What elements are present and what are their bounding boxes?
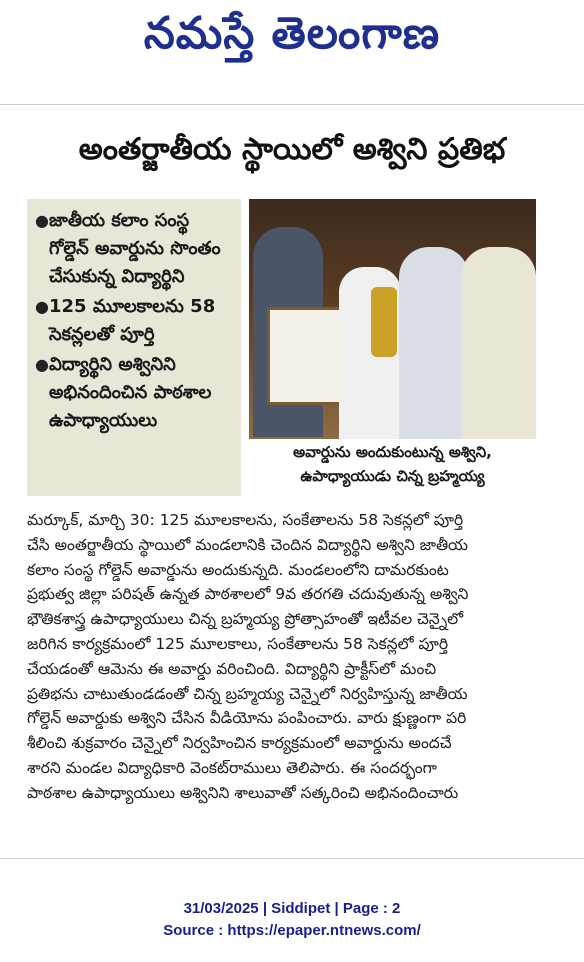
body-line: ప్రభుత్వ జిల్లా పరిషత్ ఉన్నత పాఠశాలలో 9వ తరగతి చదువుతున్న అశ్విని: [27, 585, 469, 604]
body-line: శీలించి శుక్రవారం చెన్నైలో నిర్వహించిన కార్యక్రమంలో అవార్డును అందచే: [27, 734, 452, 753]
highlight-text: విద్యార్థిని అశ్వినిని అభినందించిన పాఠశాల ఉపాధ్యాయులు: [49, 354, 212, 431]
source-link[interactable]: Source : https://epaper.ntnews.com/: [163, 922, 421, 939]
article-body: [27, 508, 539, 806]
article-headline-box: [0, 118, 584, 188]
body-line: ప్రతిభను చాటుతుండడంతో చిన్న బ్రహ్మయ్య చెన్నైలో నిర్వహిస్తున్న జాతీయ: [27, 684, 468, 703]
body-line: భౌతికశాస్త్ర ఉపాధ్యాయులు చిన్న బ్రహ్మయ్య ప్రోత్సాహంతో ఇటీవల చెన్నైలో: [27, 610, 464, 629]
body-line: కలాం సంస్థ గోల్డెన్ అవార్డును అందుకున్నది. మండలంలోని దామరకుంట: [27, 560, 449, 579]
bullet-icon: ●: [35, 211, 49, 230]
page-footer: [0, 898, 584, 942]
highlight-item: [35, 351, 233, 435]
highlight-text: జాతీయ కలాం సంస్థ గోల్డెన్ అవార్డును సొంతం చేసుకున్న విద్యార్థిని: [49, 210, 221, 287]
body-line: పాఠశాల ఉపాధ్యాయులు అశ్వినిని శాలువాతో సత్కరించి అభినందించారు: [27, 783, 459, 802]
highlight-text: 125 మూలకాలను 58 సెకన్లలతో పూర్తి: [49, 296, 216, 345]
edition-info: 31/03/2025 | Siddipet | Page : 2: [183, 900, 401, 917]
newspaper-title: నమస్తే తెలంగాణ: [143, 8, 441, 59]
masthead: [0, 0, 584, 78]
body-line: గోల్డెన్ అవార్డుకు అశ్విని చేసిన వీడియోను పంపించారు. వారు క్షుణ్ణంగా పరి: [27, 709, 467, 728]
article-headline: అంతర్జాతీయ స్థాయిలో అశ్విని ప్రతిభ: [78, 132, 506, 167]
body-line: మర్కూక్, మార్చి 30: 125 మూలకాలను, సంకేతాలను 58 సెకన్లలో పూర్తి: [27, 511, 464, 529]
body-line: జరిగిన కార్యక్రమంలో 125 మూలకాలు, సంకేతాలను 58 సెకన్లలో పూర్తి: [27, 634, 449, 653]
article-divider: [0, 858, 584, 859]
highlight-item: [35, 293, 233, 349]
masthead-divider: [0, 104, 584, 105]
highlights-box: [27, 199, 241, 496]
trophy-icon: [371, 287, 397, 357]
caption-line: ఉపాధ్యాయుడు చిన్న బ్రహ్మయ్య: [300, 467, 485, 485]
body-line: చేసి అంతర్జాతీయ స్థాయిలో మండలానికి చెందిన విద్యార్థిని అశ్విని జాతీయ: [27, 535, 468, 554]
highlight-item: [35, 207, 233, 291]
bullet-icon: ●: [35, 355, 49, 374]
certificate-frame: [267, 307, 343, 405]
caption-line: అవార్డును అందుకుంటున్న అశ్విని,: [293, 443, 492, 461]
body-line: చేయడంతో ఆమెను ఈ అవార్డు వరించింది. విద్యార్థిని ప్రాక్టీస్‌లో మంచి: [27, 659, 437, 678]
teacher-figure: [399, 247, 469, 439]
photo-caption: [249, 440, 536, 496]
person-figure: [461, 247, 536, 439]
award-photo: [249, 199, 536, 439]
body-line: శారని మండల విద్యాధికారి వెంకట్‌రాములు తెలిపారు. ఈ సందర్భంగా: [27, 758, 437, 777]
bullet-icon: ●: [35, 297, 49, 316]
